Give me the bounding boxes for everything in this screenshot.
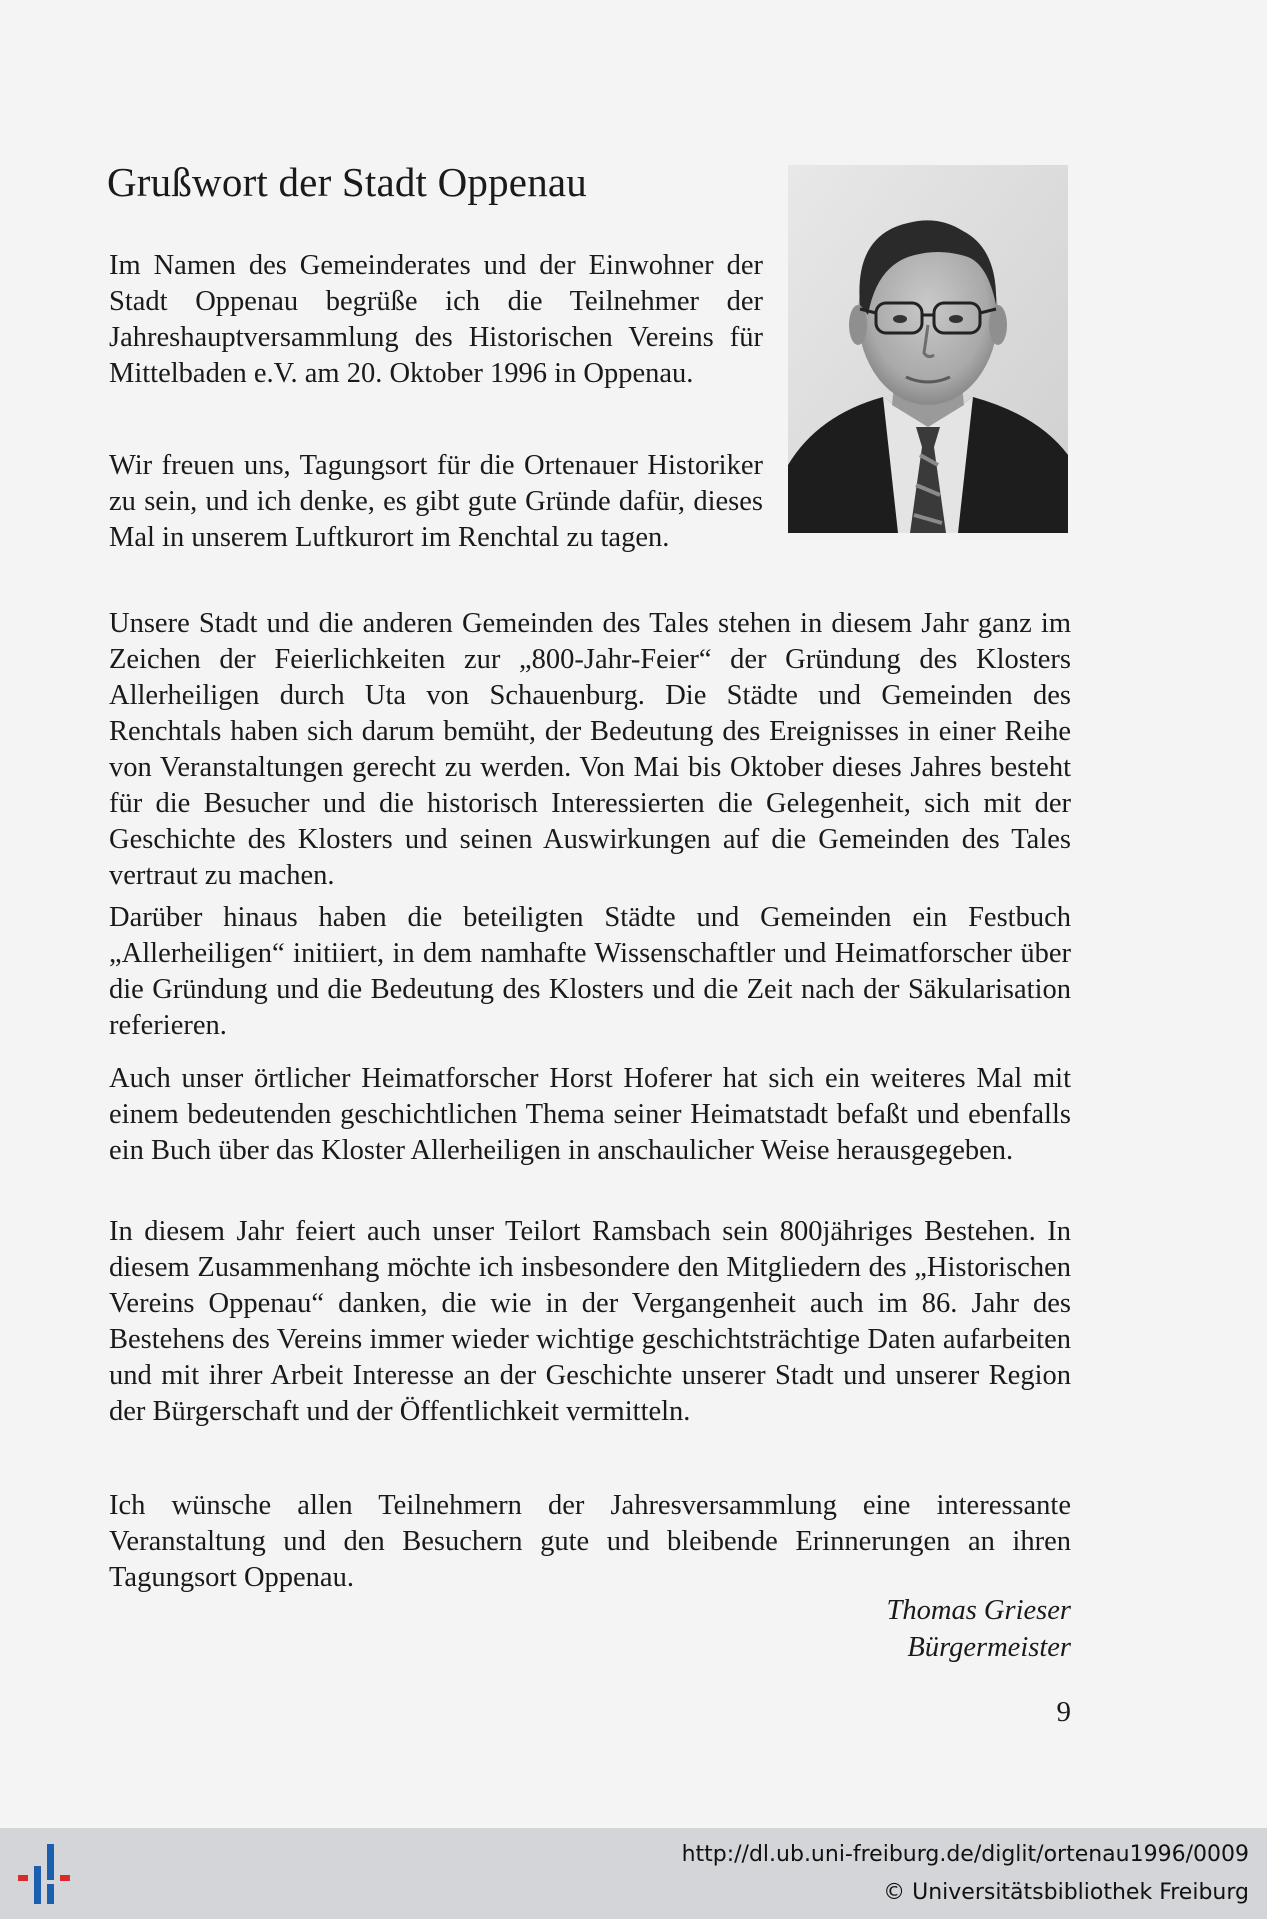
paragraph-festbuch: Darüber hinaus haben die beteiligten Städte und Gemeinden ein Festbuch „Allerheiligen“ initiiert, in dem namhafte Wissenschaftler und Heimatforscher über die Gründung und die Bedeutung des Klosters und die Zeit nach der Säkularisation referieren. <box>109 902 1071 1041</box>
paragraph-greeting: Im Namen des Gemeinderates und der Einwohner der Stadt Oppenau begrüße ich die Teilnehmer der Jahreshauptversammlung des Historischen Vereins für Mittelbaden e.V. am 20. Oktober 1996 in Oppenau. <box>109 250 763 389</box>
ub-freiburg-logo-icon <box>12 1842 82 1906</box>
paragraph-closing: Ich wünsche allen Teilnehmern der Jahresversammlung eine interessante Veranstaltung und den Besuchern gute und bleibende Erinnerungen an ihren Tagungsort Oppenau. <box>109 1490 1071 1593</box>
paragraph-welcome: Wir freuen uns, Tagungsort für die Ortenauer Historiker zu sein, und ich denke, es gibt gute Gründe dafür, dieses Mal in unserem Luftkurort im Renchtal zu tagen. <box>109 450 763 553</box>
signature-block <box>887 1592 1071 1666</box>
footer-copyright: © Universitätsbibliothek Freiburg <box>883 1880 1249 1905</box>
paragraph-local-historian: Auch unser örtlicher Heimatforscher Horst Hoferer hat sich ein weiteres Mal mit einem bedeutenden geschichtlichen Thema seiner Heimatstadt befaßt und ebenfalls ein Buch über das Kloster Allerheiligen in anschaulicher Weise herausgegeben. <box>109 1063 1071 1166</box>
paragraph-ramsbach: In diesem Jahr feiert auch unser Teilort Ramsbach sein 800jähriges Bestehen. In diesem Zusammenhang möchte ich insbesondere den Mitgliedern des „Historischen Vereins Oppenau“ danken, die wie in der Vergangenheit auch im 86. Jahr des Bestehens des Vereins immer wieder wichtige geschichtsträchtige Daten aufarbeiten und mit ihrer Arbeit Interesse an der Geschichte unserer Stadt und unserer Region der Bürgerschaft und der Öffentlichkeit vermitteln. <box>109 1216 1071 1427</box>
signature-name: Thomas Grieser <box>886 1595 1071 1626</box>
page-number: 9 <box>1056 1696 1071 1728</box>
footer-url-link[interactable]: http://dl.ub.uni-freiburg.de/diglit/ortenau1996/0009 <box>681 1842 1249 1867</box>
page-title: Grußwort der Stadt Oppenau <box>107 159 588 205</box>
signature-role: Bürgermeister <box>907 1632 1071 1663</box>
portrait-photo <box>788 165 1068 533</box>
paragraph-anniversary: Unsere Stadt und die anderen Gemeinden des Tales stehen in diesem Jahr ganz im Zeichen der Feierlichkeiten zur „800-Jahr-Feier“ der Gründung des Klosters Allerheiligen durch Uta von Schauenburg. Die Städte und Gemeinden des Renchtals haben sich darum bemüht, der Bedeutung des Ereignisses in einer Reihe von Veranstaltungen gerecht zu werden. Von Mai bis Oktober dieses Jahres besteht für die Besucher und die historisch Interessierten die Gelegenheit, sich mit der Geschichte des Klosters und seinen Auswirkungen auf die Gemeinden des Tales vertraut zu machen. <box>109 608 1071 891</box>
portrait-image <box>788 165 1068 533</box>
library-footer <box>0 1828 1267 1919</box>
